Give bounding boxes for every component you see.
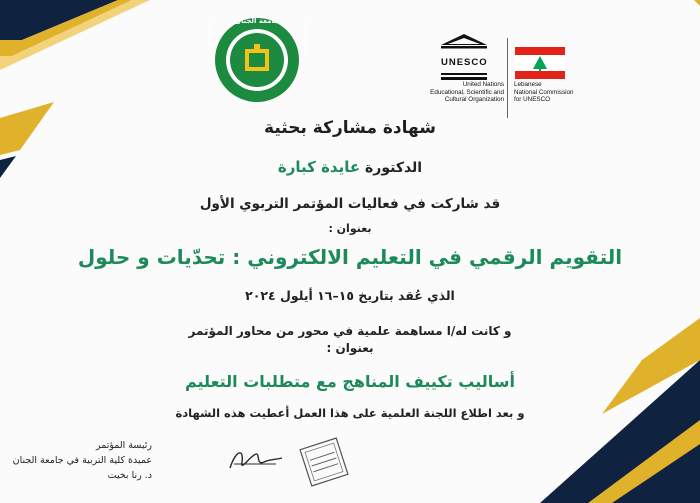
university-arabic-name: جامعة الجنان bbox=[234, 17, 280, 25]
university-latin-left: Jinan University bbox=[207, 16, 213, 56]
handwritten-signature bbox=[226, 444, 286, 476]
unesco-caption-line: United Nations bbox=[462, 81, 504, 88]
titled-label: بعنوان : bbox=[326, 341, 374, 355]
recipient-prefix: الدكتورة bbox=[365, 160, 423, 176]
closing-statement: و بعد اطلاع اللجنة العلمية على هذا العمل أعطيت هذه الشهادة bbox=[175, 406, 525, 420]
signatory-role: رئيسة المؤتمر bbox=[96, 440, 152, 451]
signatory-block bbox=[0, 438, 152, 483]
unesco-caption-line: Cultural Organization bbox=[444, 96, 504, 103]
certificate-title: شهادة مشاركة بحثية bbox=[264, 118, 436, 138]
signatory-name: د. رنا بخيت bbox=[107, 470, 152, 481]
commission-caption-line: National Commission bbox=[514, 88, 574, 96]
commission-caption-line: for UNESCO bbox=[514, 96, 551, 103]
paper-title: أساليب تكييف المناهج مع متطلبات التعليم bbox=[184, 372, 516, 391]
university-latin-right: Université Jinan bbox=[302, 18, 308, 58]
right-edge-gold bbox=[694, 0, 700, 6]
recipient-name: عايدة كبارة bbox=[277, 158, 361, 176]
logo-divider bbox=[507, 38, 508, 118]
official-stamp bbox=[296, 434, 352, 490]
conference-title: التقويم الرقمي في التعليم الالكتروني : تحدّيات و حلول bbox=[77, 245, 623, 269]
conference-date: الذي عُقد بتاريخ ١٥–١٦ أيلول ٢٠٢٤ bbox=[245, 288, 455, 303]
commission-caption-line: Lebanese bbox=[514, 81, 542, 88]
lebanon-flag-icon bbox=[515, 47, 565, 79]
contribution-statement: و كانت له/ا مساهمة علمية في محور من محاور المؤتمر bbox=[188, 324, 512, 338]
unesco-wordmark: UNESCO bbox=[441, 57, 488, 68]
titled-label: بعنوان : bbox=[328, 222, 372, 235]
commission-caption bbox=[514, 81, 594, 104]
university-seal-logo bbox=[213, 16, 301, 104]
unesco-caption-line: Educational, Scientific and bbox=[430, 88, 504, 96]
recipient-line bbox=[0, 158, 700, 176]
signatory-position: عميدة كلية التربية في جامعة الجنان bbox=[12, 455, 152, 466]
participation-statement: قد شاركت في فعاليات المؤتمر التربوي الأول bbox=[199, 196, 501, 212]
unesco-caption bbox=[410, 81, 504, 104]
